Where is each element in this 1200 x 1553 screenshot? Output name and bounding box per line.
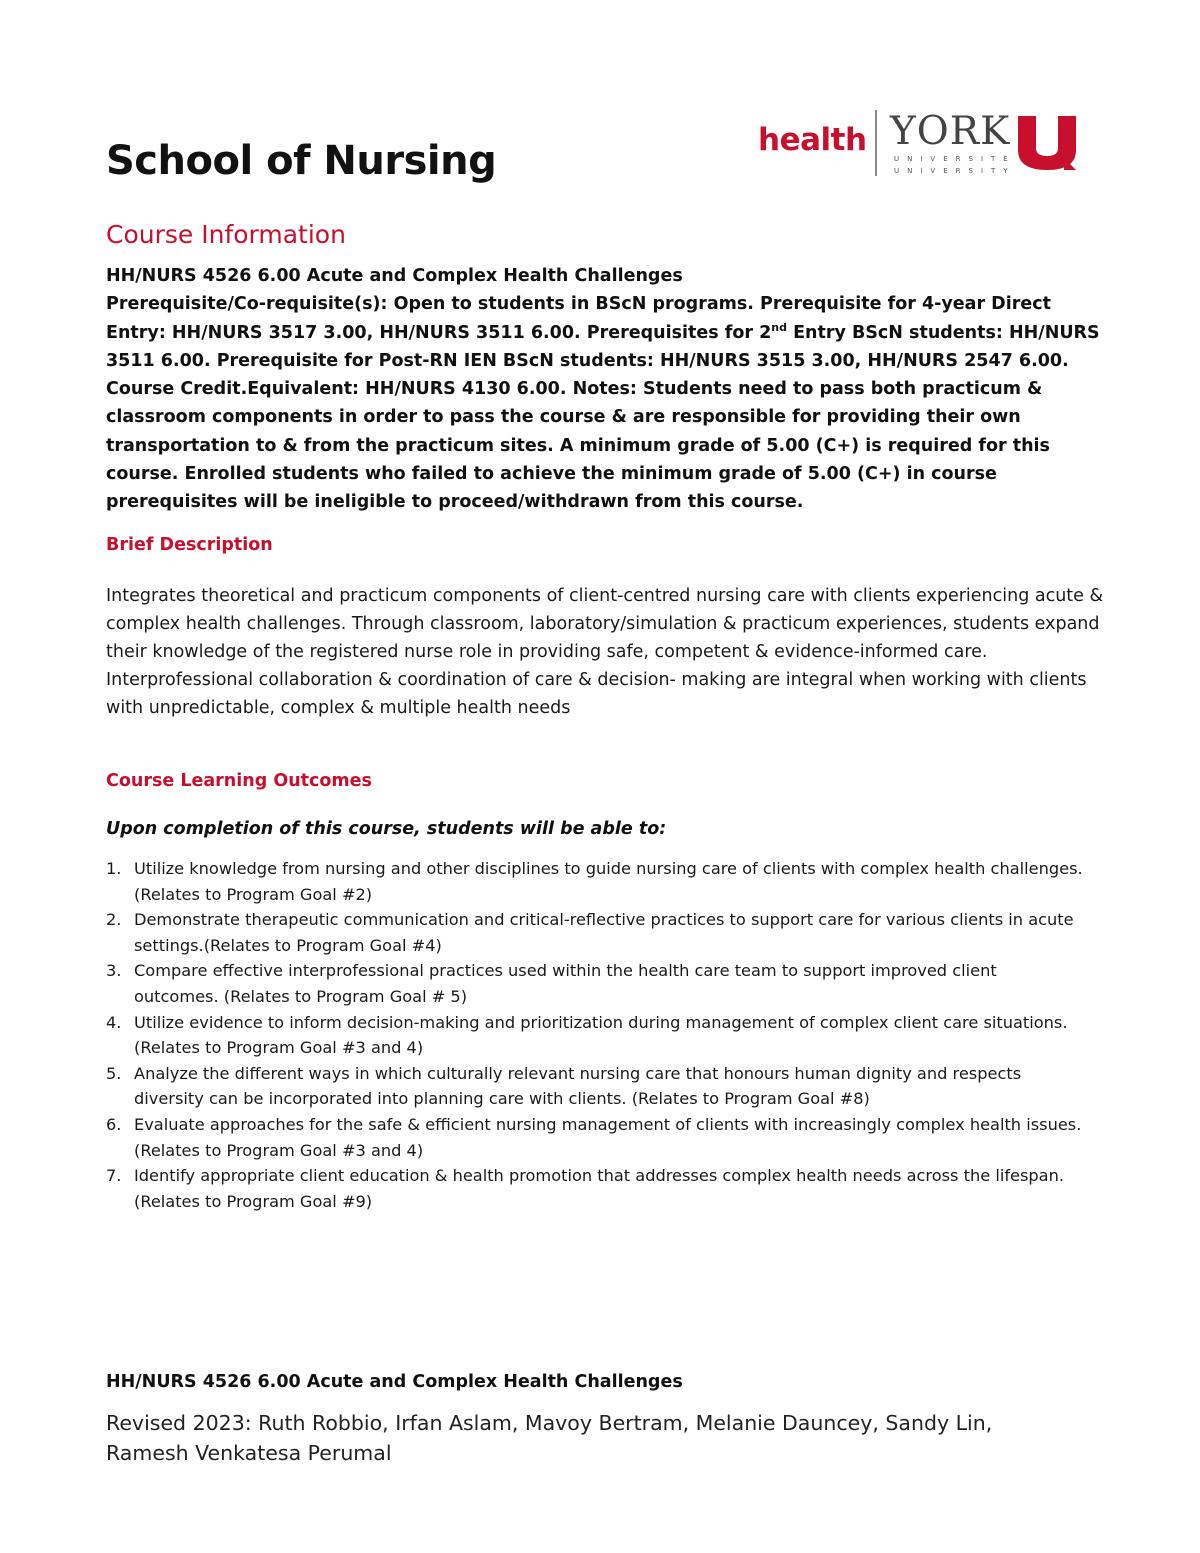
logo-york-text: YORK	[890, 109, 1011, 154]
page-title: School of Nursing	[106, 138, 497, 184]
course-title: HH/NURS 4526 6.00 Acute and Complex Health Challenges	[106, 266, 683, 286]
prerequisites-text	[106, 290, 1106, 516]
footer-revised-credits: Revised 2023: Ruth Robbio, Irfan Aslam, Mavoy Bertram, Melanie Dauncey, Sandy Lin, Ramesh Venkatesa Perumal	[106, 1411, 993, 1465]
footer-course-title: HH/NURS 4526 6.00 Acute and Complex Health Challenges	[106, 1372, 683, 1392]
list-item-number: 3.	[106, 961, 122, 981]
york-health-logo	[758, 110, 1078, 180]
course-information-heading: Course Information	[106, 220, 346, 249]
list-item-text: Utilize knowledge from nursing and other disciplines to guide nursing care of clients with complex health challenges.(Relates to Program Goal #2)	[134, 859, 1083, 904]
list-item	[106, 856, 1086, 907]
logo-subline-fr: UNIVERSITÉ	[894, 155, 1016, 163]
prerequisites-part1: Prerequisite/Co-requisite(s): Open to students in BScN programs. Prerequisite for 4-year Direct Entry: HH/NURS 3517 3.00, HH/NURS 3511 6.00. Prerequisites for 2	[106, 294, 1051, 343]
list-item-text: Compare effective interprofessional practices used within the health care team to support improved client outcomes. (Relates to Program Goal # 5)	[134, 961, 997, 1006]
learning-outcomes-intro: Upon completion of this course, students will be able to:	[106, 819, 667, 839]
list-item-text: Demonstrate therapeutic communication and critical-reflective practices to support care for various clients in acute settings.(Relates to Program Goal #4)	[134, 910, 1074, 955]
logo-health-text: health	[758, 122, 867, 158]
list-item-text: Analyze the different ways in which culturally relevant nursing care that honours human dignity and respects diversity can be incorporated into planning care with clients. (Relates to Program Goal #8)	[134, 1063, 1022, 1109]
list-item-text: Evaluate approaches for the safe & efficient nursing management of clients with increasingly complex health issues.(Relates to Program Goal #3 and 4)	[134, 1114, 1082, 1160]
prerequisites-superscript: nd	[771, 320, 787, 334]
list-item-number: 2.	[106, 910, 122, 930]
list-item-text: Utilize evidence to inform decision-making and prioritization during management of complex client care situations. (Relates to Program Goal #3 and 4)	[134, 1012, 1068, 1058]
list-item-number: 6.	[106, 1114, 122, 1134]
list-item	[106, 958, 1086, 1009]
list-item	[106, 1163, 1086, 1214]
list-item-number: 7.	[106, 1166, 122, 1186]
brief-description-heading: Brief Description	[106, 535, 273, 555]
list-item	[106, 1010, 1086, 1061]
list-item-number: 1.	[106, 859, 122, 878]
list-item	[106, 1112, 1086, 1163]
list-item-number: 4.	[106, 1012, 122, 1032]
list-item-number: 5.	[106, 1063, 122, 1083]
course-information-block	[106, 262, 1106, 517]
york-u-icon	[1016, 114, 1078, 172]
list-item-text: Identify appropriate client education & health promotion that addresses complex health needs across the lifespan.(Relates to Program Goal #9)	[134, 1166, 1065, 1211]
learning-outcomes-heading: Course Learning Outcomes	[106, 771, 372, 791]
prerequisites-part2: Entry BScN students: HH/NURS 3511 6.00. Prerequisite for Post-RN IEN BScN students: HH/NURS 3515 3.00, HH/NURS 2547 6.00. Course Credit.Equivalent: HH/NURS 4130 6.00. Notes: Students need to pass both practicum & classroom components in order to pass the course & are responsible for providing their own transportation to & from the practicum sites. A minimum grade of 5.00 (C+) is required for this course. Enrolled students who failed to achieve the minimum grade of 5.00 (C+) in course prerequisites will be ineligible to proceed/withdrawn from this course.	[106, 322, 1100, 513]
list-item	[106, 1061, 1086, 1112]
brief-description-paragraph: Integrates theoretical and practicum components of client-centred nursing care with clients experiencing acute & complex health challenges. Through classroom, laboratory/simulation & practicum experiences, students expand their knowledge of the registered nurse role in providing safe, competent & evidence-informed care. Interprofessional collaboration & coordination of care & decision- making are integral when working with clients with unpredictable, complex & multiple health needs	[106, 586, 1104, 718]
learning-outcomes-list	[106, 856, 1086, 1214]
brief-description-text	[106, 582, 1106, 722]
list-item	[106, 907, 1086, 958]
logo-subline-en: UNIVERSITY	[894, 167, 1016, 175]
logo-divider	[875, 110, 877, 176]
